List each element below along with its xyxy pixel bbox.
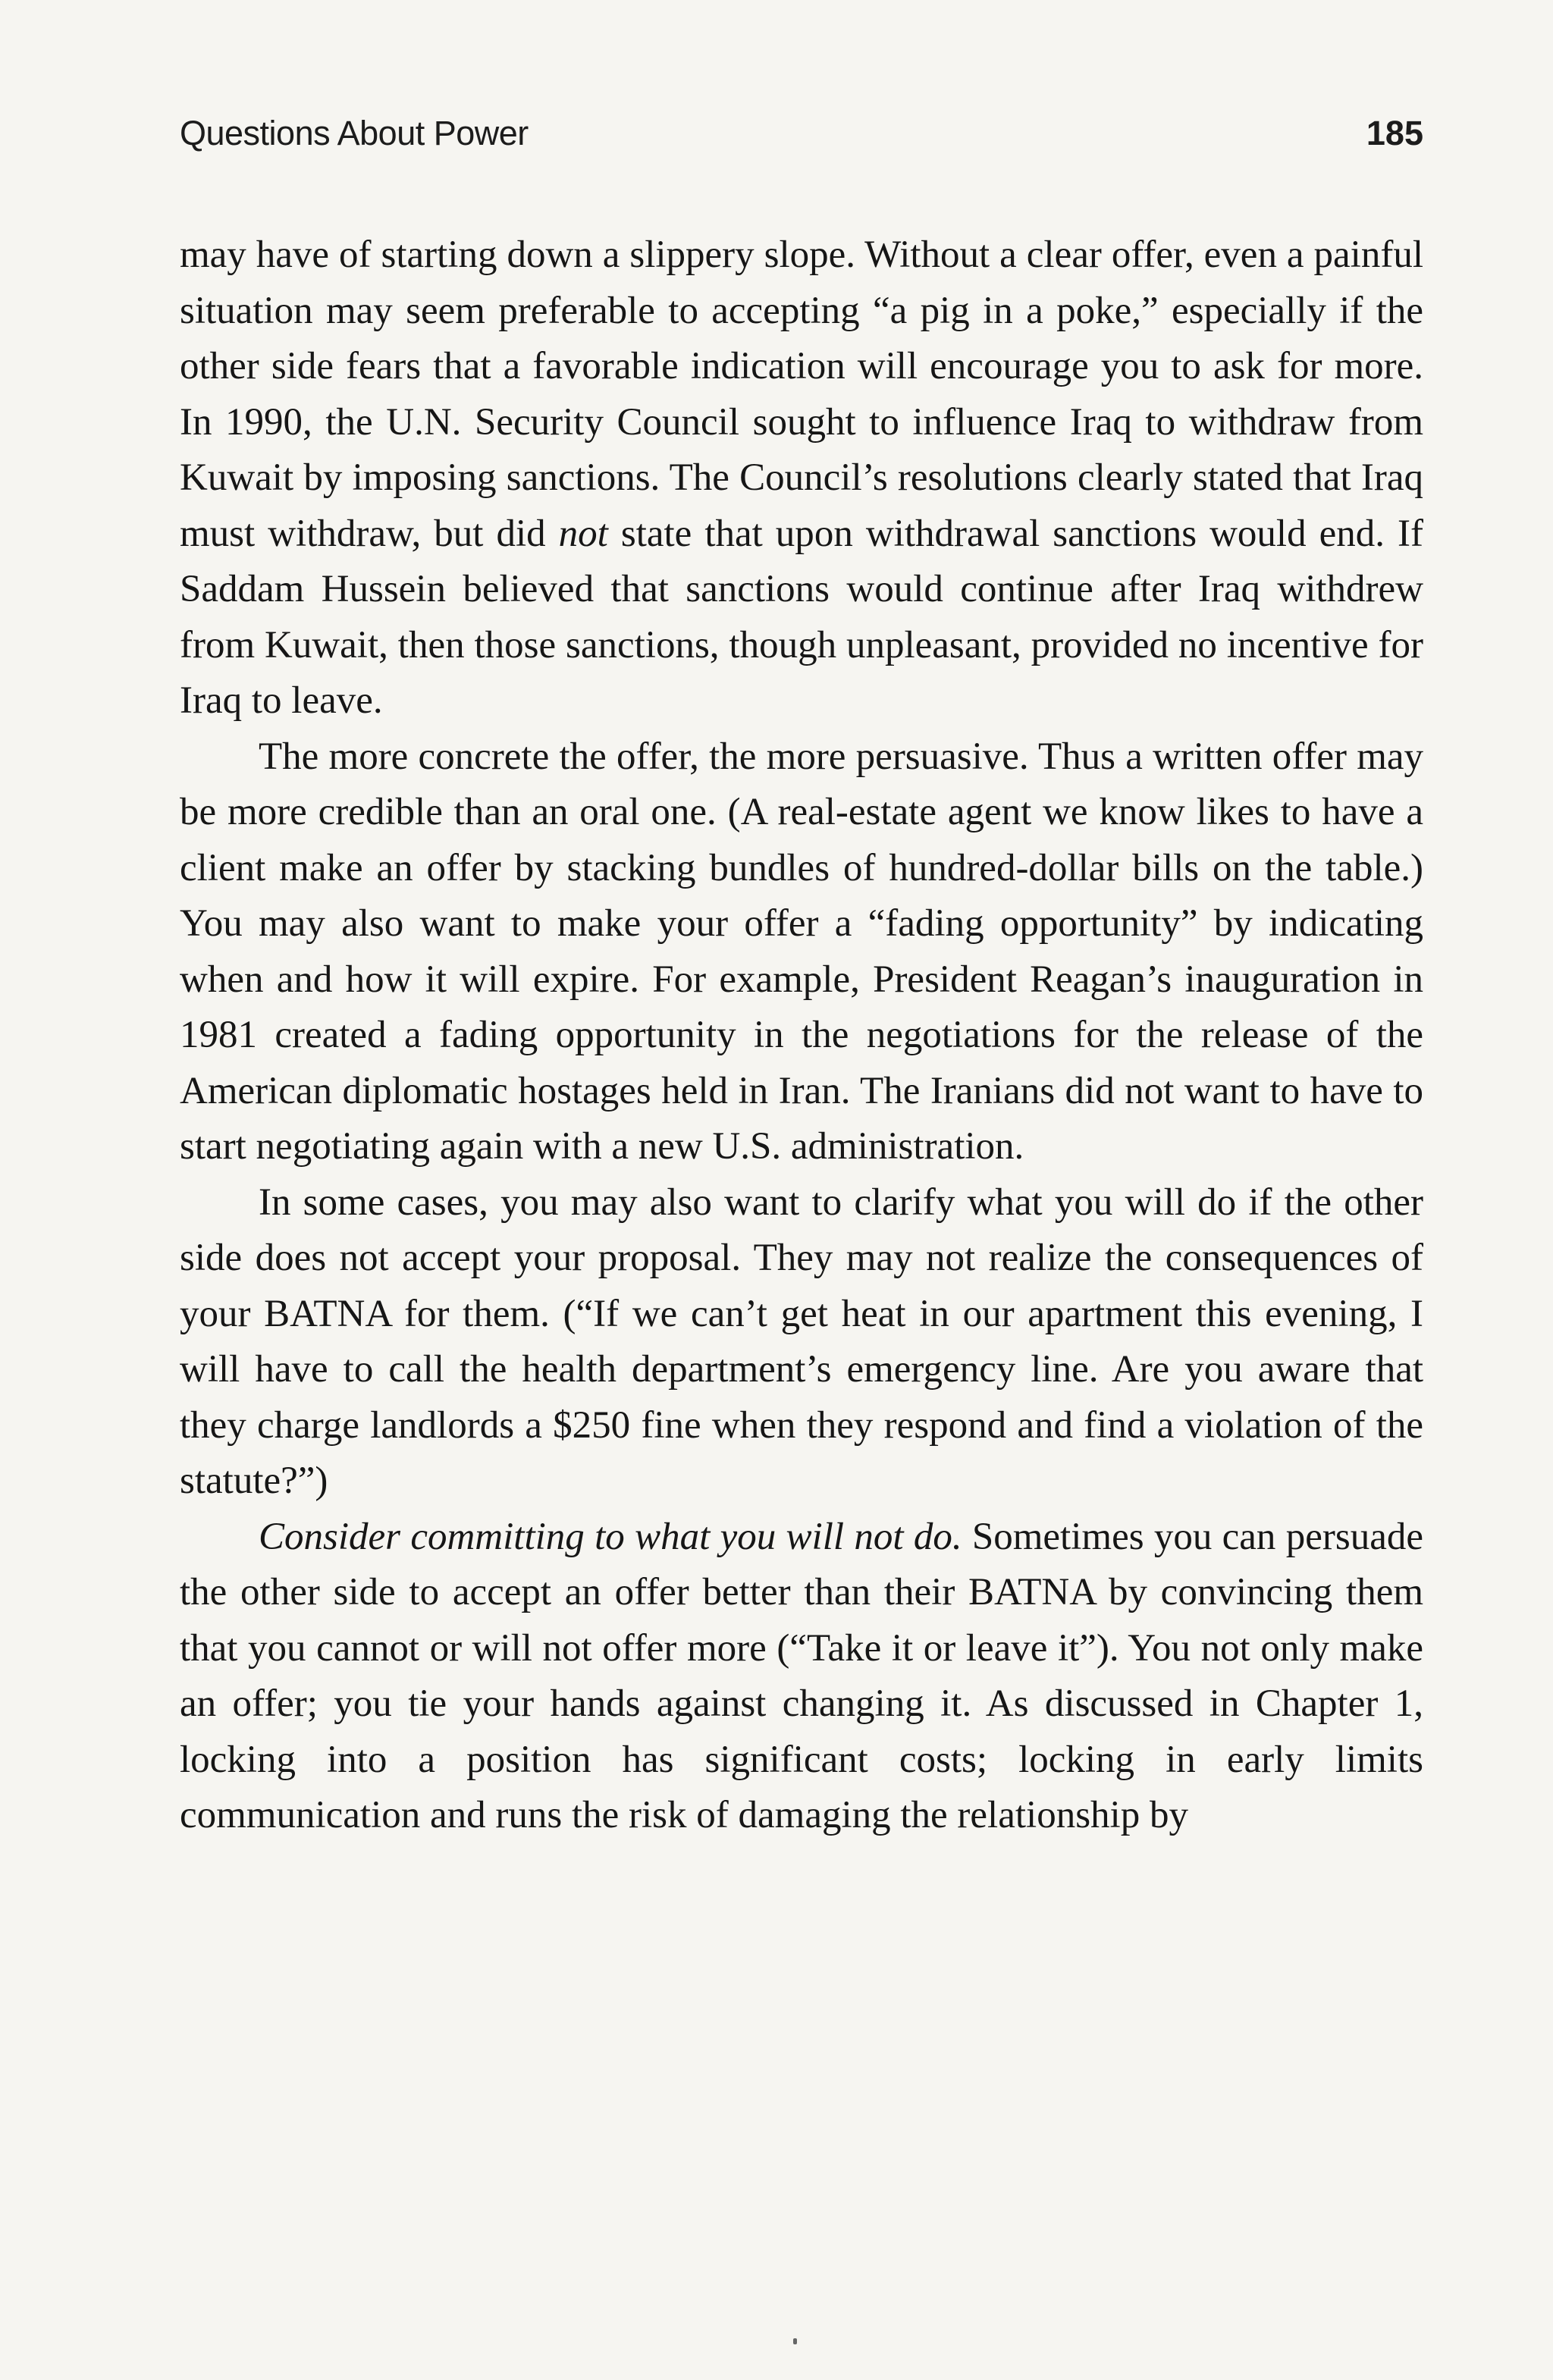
scan-speck: [793, 2338, 797, 2344]
paragraph-commitment-text: Sometimes you can persuade the other side to accept an offer better than their BATNA by convincing them that you cannot or will not offer more (“Take it or leave it”). You not only make an offer; you tie your hands against changing it. As discussed in Chapter 1, locking into a position has significant costs; locking in early limits communication and runs the risk of damaging the relationship by: [180, 1515, 1423, 1836]
body-text: [180, 227, 1423, 1844]
paragraph-sanctions: [180, 227, 1423, 729]
emphasis-not: not: [558, 512, 608, 555]
section-lead-in: Consider committing to what you will not do.: [259, 1515, 962, 1558]
paragraph-commitment: [180, 1510, 1423, 1844]
paragraph-clarify-batna: In some cases, you may also want to clarify what you will do if the other side does not accept your proposal. They may not realize the consequences of your BATNA for them. (“If we can’t get heat in our apartment this evening, I will have to call the health department’s emergency line. Are you aware that they charge landlords a $250 fine when they respond and find a violation of the statute?”): [180, 1181, 1423, 1502]
paragraph-sanctions-text-2: state that upon withdrawal sanctions would end. If Saddam Hussein believed that sanctions would continue after Iraq withdrew from Kuwait, then those sanctions, though unpleasant, provided no incentive for Iraq to leave.: [180, 512, 1423, 722]
paragraph-sanctions-text-1: may have of starting down a slippery slope. Without a clear offer, even a painful situation may seem preferable to accepting “a pig in a poke,” especially if the other side fears that a favorable indication will encourage you to ask for more. In 1990, the U.N. Security Council sought to influence Iraq to withdraw from Kuwait by imposing sanctions. The Council’s resolutions clearly stated that Iraq must withdraw, but did: [180, 234, 1423, 555]
page-header: [180, 114, 1423, 174]
page-number: 185: [1366, 114, 1423, 152]
running-head: Questions About Power: [180, 114, 529, 152]
paragraph-concrete-offer: The more concrete the offer, the more persuasive. Thus a written offer may be more credible than an oral one. (A real-estate agent we know likes to have a client make an offer by stacking bundles of hundred-dollar bills on the table.) You may also want to make your offer a “fading opportunity” by indicating when and how it will expire. For example, President Reagan’s inauguration in 1981 created a fading opportunity in the negotiations for the release of the American diplomatic hostages held in Iran. The Iranians did not want to have to start negotiating again with a new U.S. administration.: [180, 735, 1423, 1168]
